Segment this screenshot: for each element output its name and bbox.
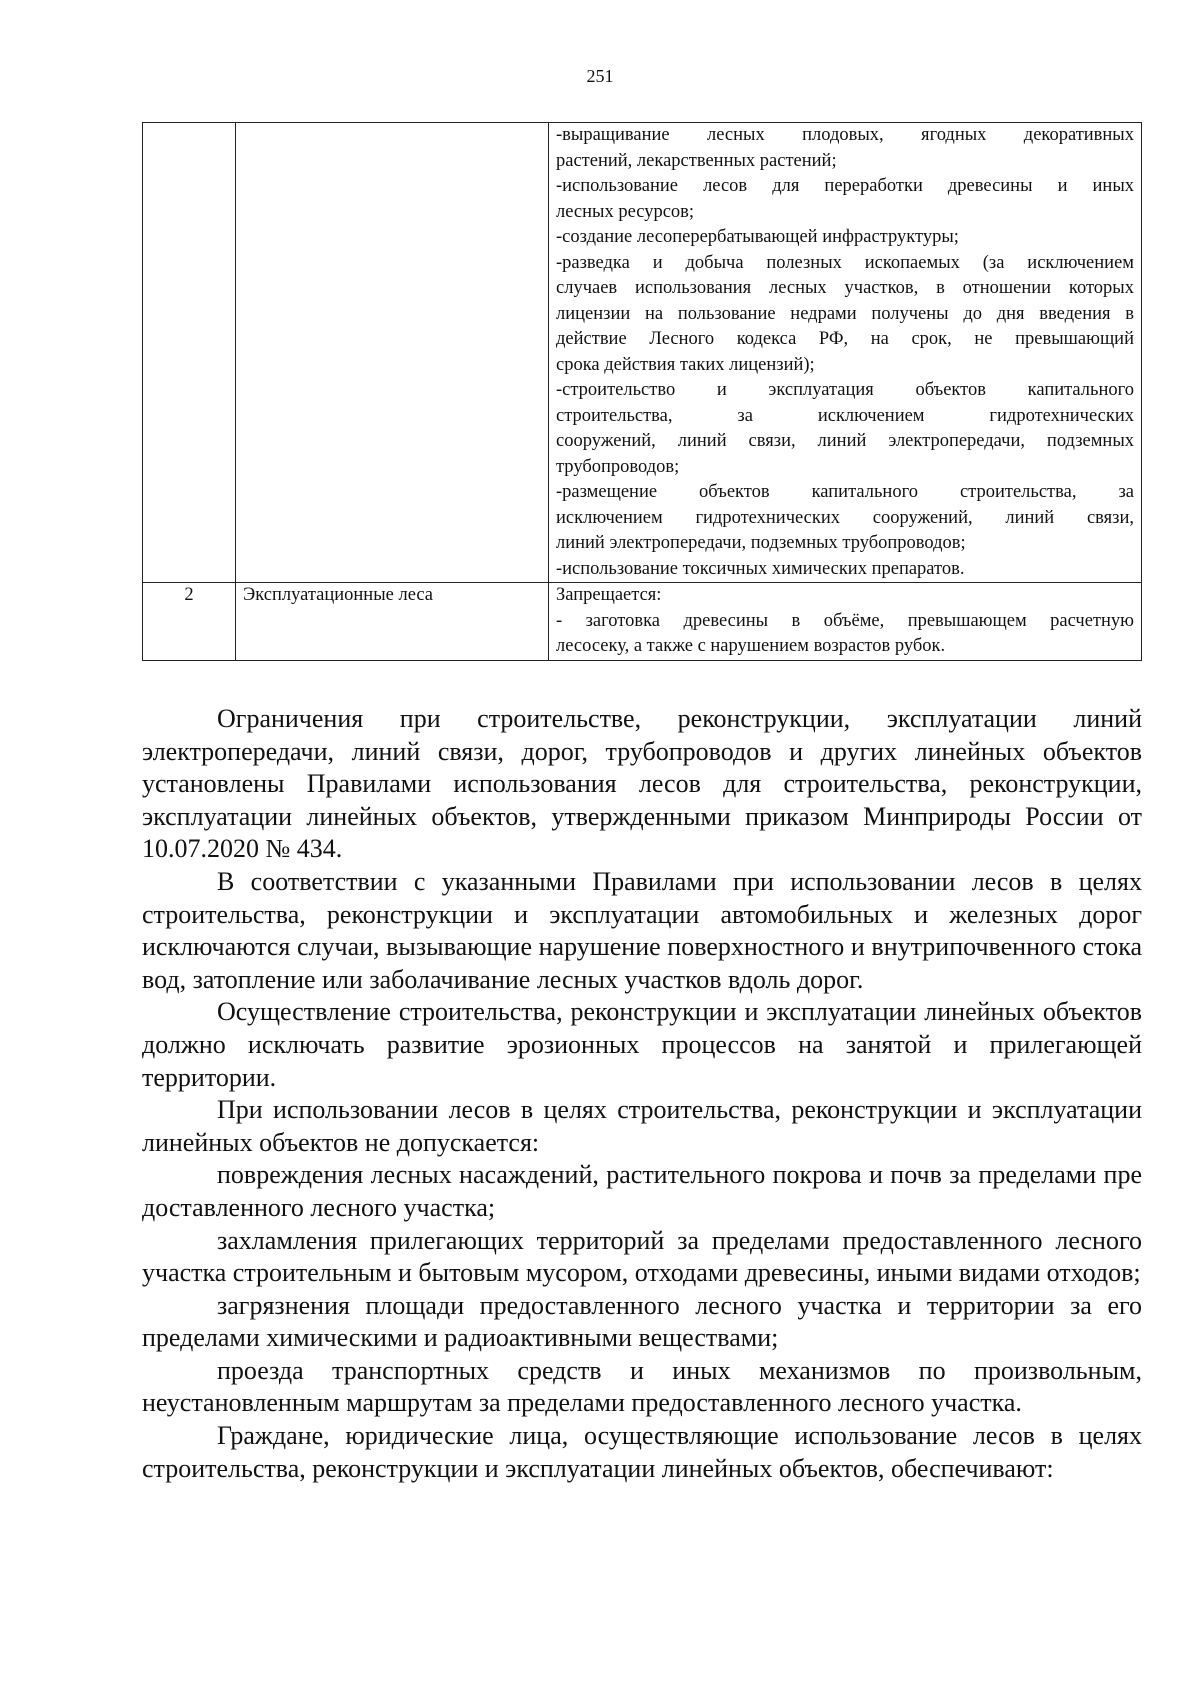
paragraph: Осуществление строительства, реконструкции и эксплуатации линейных объектов должно исключать развитие эрозионных процессов на занятой и прилегающей территории.	[142, 997, 1142, 1092]
paragraph: В соответствии с указанными Правилами при использовании лесов в целях строительства, реконструкции и эксплуатации автомобильных и железных дорог исключаются случаи, вызывающие нарушение поверхностного и внутрипочвенного стока вод, затопление или заболачивание лесных участков вдоль дорог.	[142, 866, 1142, 994]
restriction-line: Запрещается:	[556, 585, 662, 605]
row-number-cell	[143, 123, 236, 583]
paragraph: Ограничения при строительстве, реконструкции, эксплуатации линий электропередачи, линий связи, дорог, трубопроводов и других линейных объектов установлены Правилами использования лесов для строительства, реконструкции, эксплуатации линейных объектов, утвержденными приказом Минприроды России от 10.07.2020 № 434.	[142, 704, 1142, 864]
paragraph: повреждения лесных насаждений, растительного покрова и почв за пределами пре доставленного лесного участка;	[142, 1160, 1142, 1222]
table-row	[143, 583, 1142, 661]
page-number: 251	[586, 66, 614, 86]
paragraph: загрязнения площади предоставленного лесного участка и территории за его пределами химическими и радиоактивными веществами;	[142, 1290, 1142, 1353]
paragraph: При использовании лесов в целях строительства, реконструкции и эксплуатации линейных объектов не допускается:	[142, 1095, 1142, 1157]
restriction-line: лесосеку, а также с нарушением возрастов рубок.	[556, 636, 946, 656]
restriction-line: случаев использования лесных участков, в отношении которых	[556, 278, 1134, 298]
restriction-line: -использование лесов для переработки древесины и иных	[556, 176, 1134, 196]
restrictions-cell	[549, 123, 1142, 583]
paragraph: Граждане, юридические лица, осуществляющие использование лесов в целях строительства, реконструкции и эксплуатации линейных объектов, обеспечивают:	[142, 1421, 1142, 1483]
forest-category-cell	[236, 123, 549, 583]
restriction-line: исключением гидротехнических сооружений, линий связи,	[556, 507, 1134, 528]
restriction-line: лесных ресурсов;	[556, 201, 695, 222]
document-body	[142, 703, 1142, 1485]
forest-category-cell: Эксплуатационные леса	[236, 583, 549, 661]
restriction-line: строительства, за исключением гидротехнических	[556, 405, 1134, 426]
restriction-line: действие Лесного кодекса РФ, на срок, не превышающий	[556, 329, 1134, 349]
restriction-line: срока действия таких лицензий);	[556, 354, 815, 375]
restriction-line: - заготовка древесины в объёме, превышающем расчетную	[556, 610, 1134, 631]
restriction-line: линий электропередачи, подземных трубопроводов;	[556, 533, 966, 553]
row-number-cell: 2	[143, 583, 236, 661]
forest-restrictions-table	[142, 122, 1142, 661]
paragraph: захламления прилегающих территорий за пределами предоставленного лесного участка строительным и бытовым мусором, отходами древесины, иными видами отходов;	[142, 1225, 1142, 1288]
restriction-line: -разведка и добыча полезных ископаемых (за исключением	[556, 252, 1134, 273]
restriction-line: -размещение объектов капитального строительства, за	[556, 482, 1134, 502]
restriction-line: лицензии на пользование недрами получены до дня введения в	[556, 303, 1134, 324]
restriction-line: -строительство и эксплуатация объектов капитального	[556, 380, 1134, 400]
restriction-line: -создание лесоперербатывающей инфраструктуры;	[556, 227, 959, 247]
restriction-line: растений, лекарственных растений;	[556, 150, 837, 171]
restrictions-cell	[549, 583, 1142, 661]
restriction-line: трубопроводов;	[556, 456, 680, 477]
table-row	[143, 123, 1142, 583]
restriction-line: сооружений, линий связи, линий электропередачи, подземных	[556, 431, 1134, 451]
restriction-line: -использование токсичных химических препаратов.	[556, 558, 965, 579]
restriction-line: -выращивание лесных плодовых, ягодных декоративных	[556, 125, 1134, 145]
paragraph: проезда транспортных средств и иных механизмов по произвольным, неустановленным маршрутам за пределами предоставленного лесного участка.	[142, 1355, 1142, 1418]
